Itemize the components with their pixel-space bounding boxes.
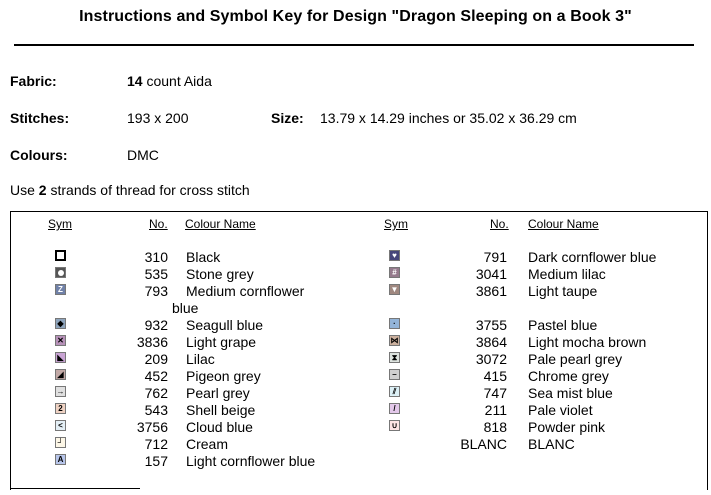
colour-name: Pigeon grey <box>186 368 261 384</box>
header-sym-right: Sym <box>384 217 408 231</box>
header-name-right: Colour Name <box>528 217 599 231</box>
colour-name: Pearl grey <box>186 385 250 401</box>
corner-triangle-icon: ◣ <box>55 352 66 363</box>
colour-name: Light grape <box>186 334 257 350</box>
x-mark-icon: ✕ <box>55 335 66 346</box>
fabric-text: count Aida <box>146 73 212 89</box>
stitches-value: 193 x 200 <box>127 110 189 126</box>
colour-number: 3756 <box>136 419 168 435</box>
colour-number: 3861 <box>475 283 507 299</box>
colour-name: Medium cornflower <box>186 283 305 299</box>
colour-name: Black <box>186 249 221 265</box>
colour-name: Seagull blue <box>186 317 264 333</box>
colour-name: Lilac <box>186 351 215 367</box>
colour-name: Sea mist blue <box>528 385 613 401</box>
colour-number: 3864 <box>475 334 507 350</box>
colours-label: Colours: <box>10 147 68 163</box>
colour-number: 543 <box>144 402 168 418</box>
colour-name: Shell beige <box>186 402 256 418</box>
less-than-icon: < <box>55 420 66 431</box>
colour-number: 211 <box>484 402 507 418</box>
circle-icon <box>55 267 66 278</box>
colour-number: 747 <box>483 385 507 401</box>
table-bottom-line <box>10 488 140 489</box>
colours-value: DMC <box>127 147 159 163</box>
colour-name: Chrome grey <box>528 368 609 384</box>
corner-bracket-icon: ┘ <box>55 437 66 448</box>
colour-name: Cloud blue <box>186 419 253 435</box>
size-value: 13.79 x 14.29 inches or 35.02 x 36.29 cm <box>320 110 577 126</box>
strands-suffix: strands of thread for cross stitch <box>50 182 250 198</box>
dash-icon: – <box>389 369 400 380</box>
bowtie-icon: ⋈ <box>390 335 399 345</box>
header-no-left: No. <box>149 217 168 231</box>
title-divider <box>14 44 694 46</box>
fabric-count: 14 <box>127 73 143 89</box>
dot-icon: · <box>389 318 400 329</box>
letter-z-icon: Z <box>55 284 66 295</box>
colour-number: 932 <box>144 317 168 333</box>
colour-number: 791 <box>483 249 507 265</box>
colour-name: Cream <box>186 436 229 452</box>
circle-mark <box>58 270 64 276</box>
colour-number: 3041 <box>475 266 507 282</box>
arrow-right-icon: → <box>56 386 65 396</box>
header-sym-left: Sym <box>48 217 72 231</box>
colour-number: 3755 <box>475 317 507 333</box>
colour-name: Medium lilac <box>528 266 606 282</box>
colour-number: 452 <box>144 368 168 384</box>
colour-number: 762 <box>144 385 168 401</box>
colour-name: Stone grey <box>186 266 254 282</box>
colour-number: 310 <box>144 249 168 265</box>
colour-name: Light cornflower blue <box>186 453 316 469</box>
colour-name: Pastel blue <box>528 317 598 333</box>
fabric-value <box>127 73 212 89</box>
colour-number: 793 <box>144 283 168 299</box>
size-label: Size: <box>271 110 304 126</box>
colour-number: 712 <box>144 436 168 452</box>
letter-a-icon: A <box>55 454 66 465</box>
stitches-label: Stitches: <box>10 110 70 126</box>
half-triangle-icon: ◢ <box>55 369 66 380</box>
colour-name: Light taupe <box>528 283 598 299</box>
strands-count: 2 <box>38 182 47 198</box>
fabric-label: Fabric: <box>10 73 57 89</box>
page-title: Instructions and Symbol Key for Design "Dragon Sleeping on a Book 3" <box>79 8 632 25</box>
heart-icon: ♥ <box>389 250 400 261</box>
colour-number: 818 <box>483 419 507 435</box>
double-slash-icon: ⫽ <box>389 386 400 397</box>
slash-icon: / <box>389 403 400 414</box>
colour-name: Dark cornflower blue <box>528 249 657 265</box>
colour-name: Light mocha brown <box>528 334 647 350</box>
colour-name: BLANC <box>528 436 575 452</box>
colour-number: 535 <box>144 266 168 282</box>
colour-number: 3836 <box>136 334 168 350</box>
down-triangle-icon: ▼ <box>390 284 399 294</box>
header-name-left: Colour Name <box>185 217 256 231</box>
strands-instruction <box>10 182 250 198</box>
colour-name: Pale violet <box>528 402 593 418</box>
diamond-icon: ◆ <box>55 318 66 329</box>
hash-icon: # <box>389 267 400 278</box>
open-square-icon <box>55 250 66 261</box>
colour-number: 209 <box>144 351 168 367</box>
colour-number: 157 <box>144 453 168 469</box>
colour-name: Powder pink <box>528 419 606 435</box>
hourglass-icon: ⧗ <box>389 352 400 363</box>
colour-name-continued: blue <box>172 300 199 316</box>
strands-prefix: Use <box>10 182 35 198</box>
colour-number: 415 <box>483 368 507 384</box>
header-no-right: No. <box>490 217 509 231</box>
digit-2-icon: 2 <box>55 403 66 414</box>
colour-name: Pale pearl grey <box>528 351 623 367</box>
colour-number: BLANC <box>460 436 507 452</box>
colour-number: 3072 <box>475 351 507 367</box>
cup-icon: ∪ <box>389 420 400 431</box>
